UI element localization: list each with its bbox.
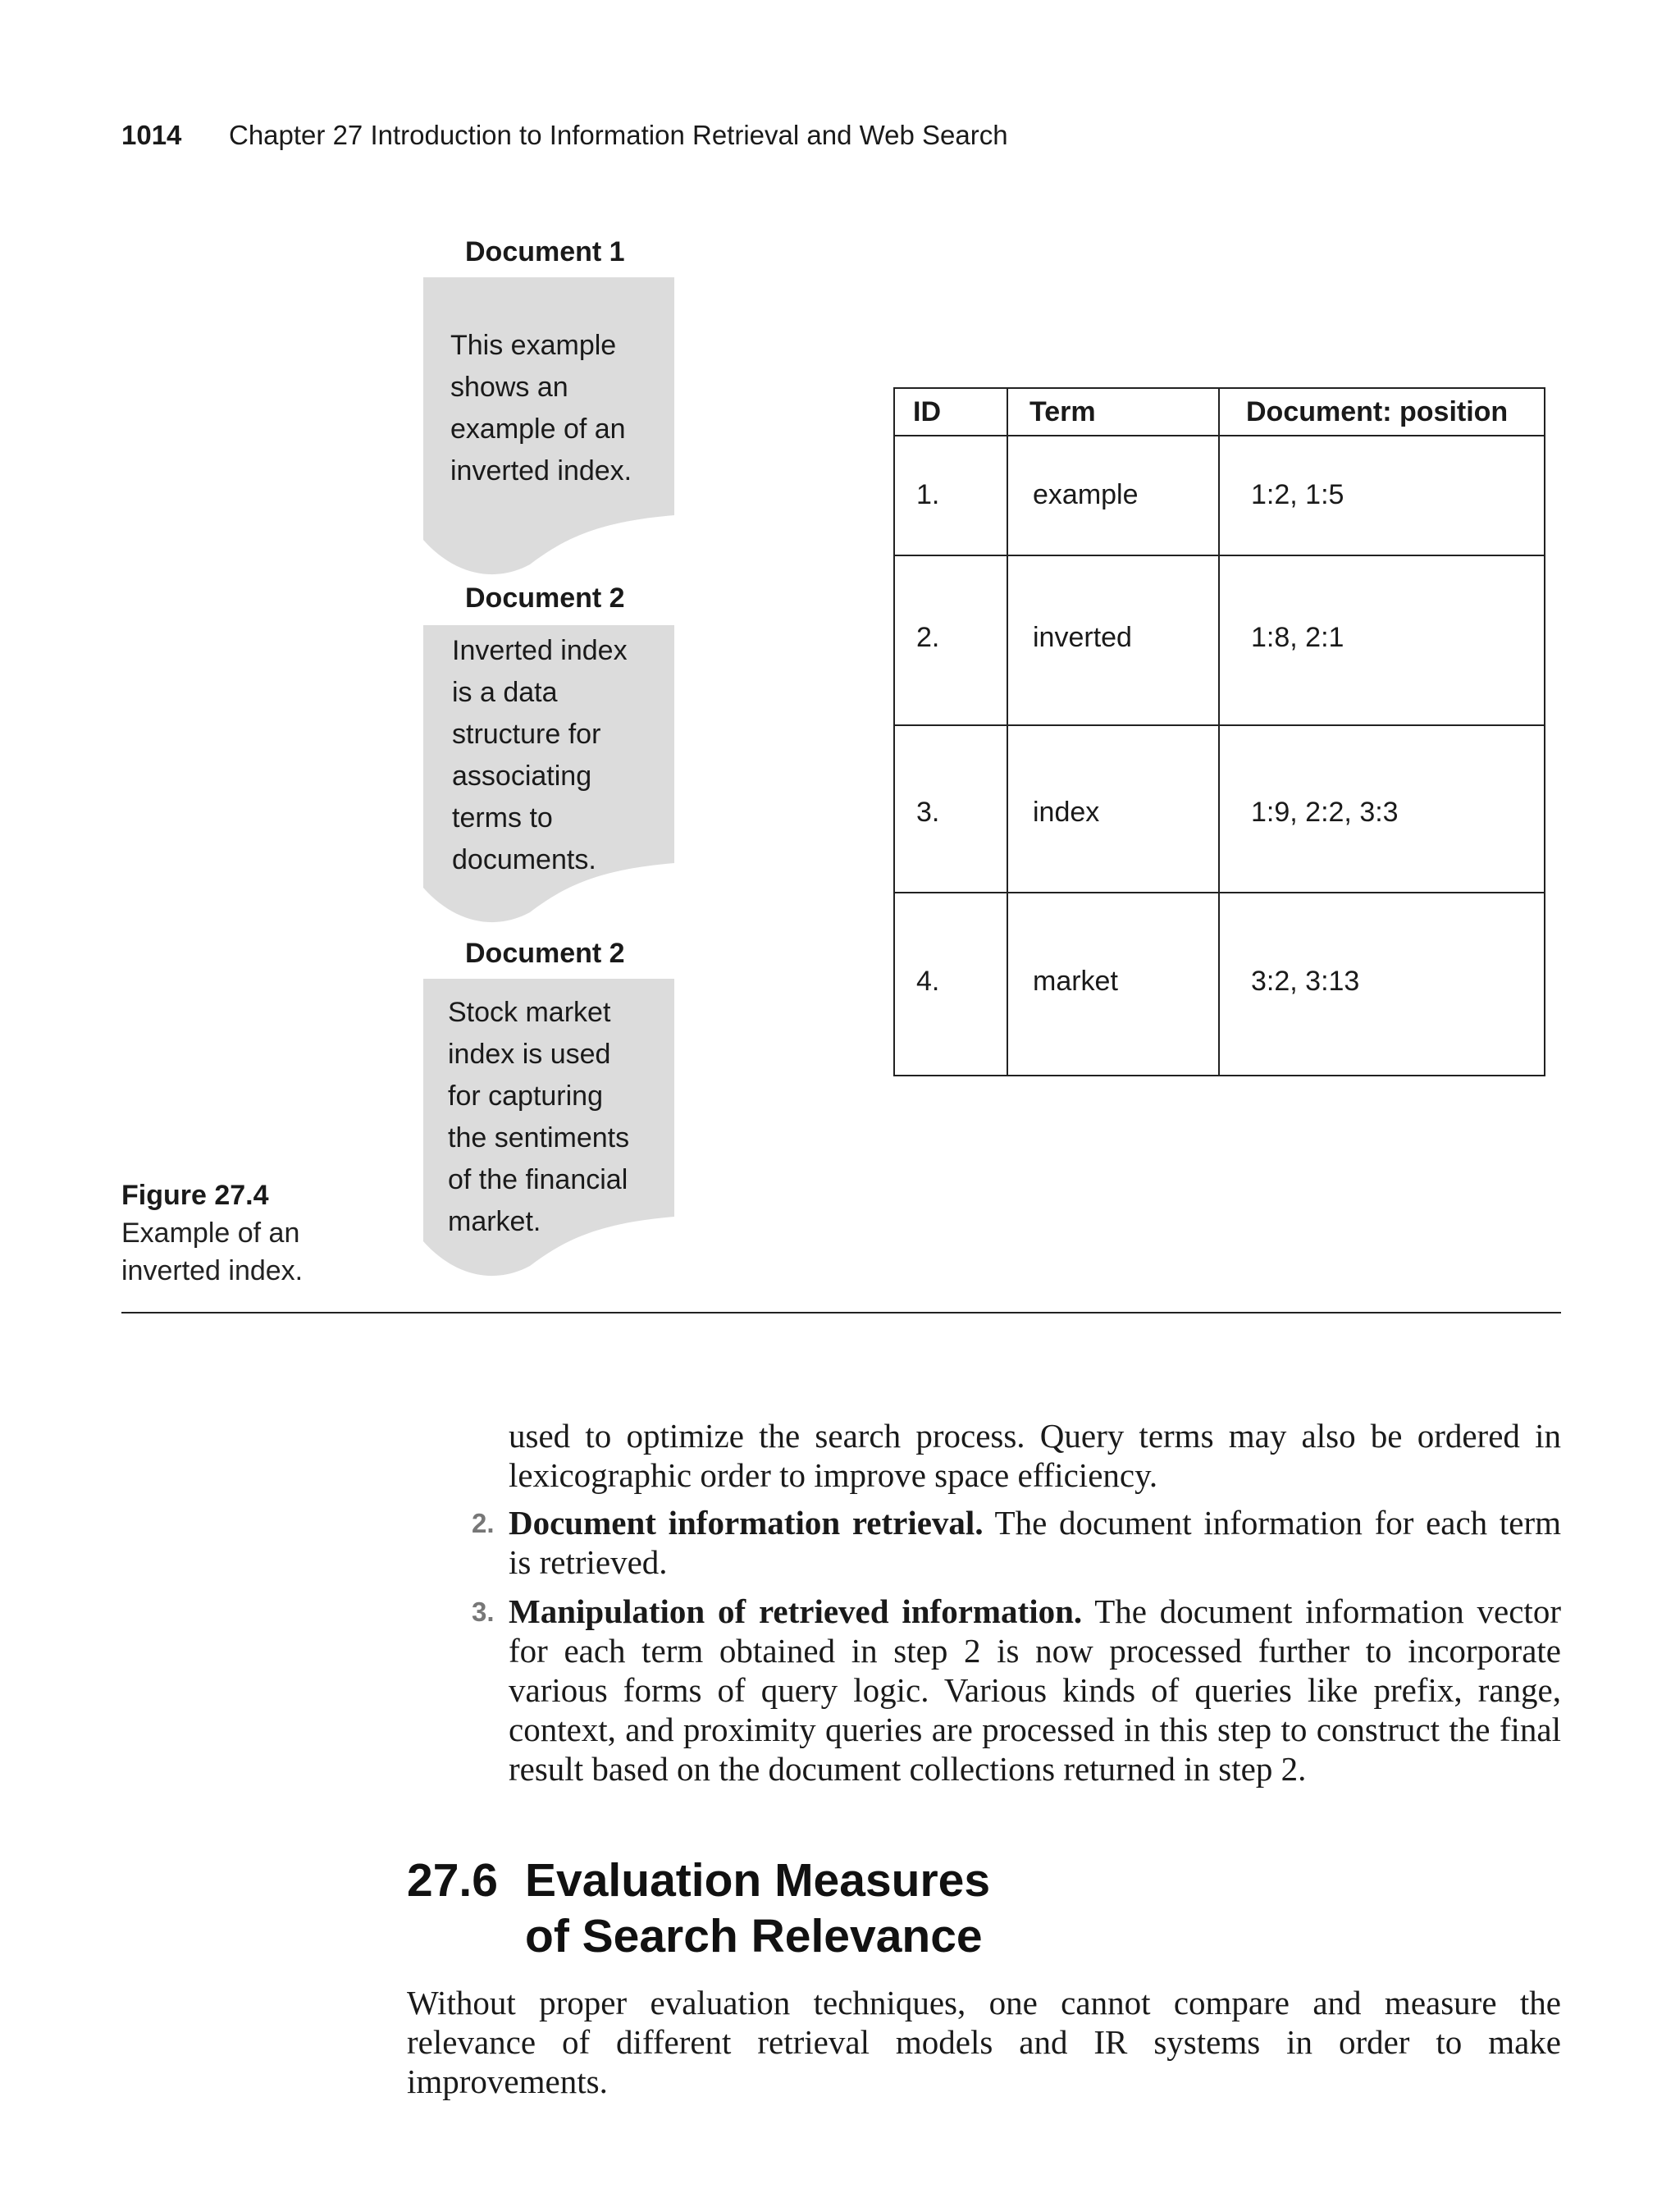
inverted-index-table [893,387,1545,1076]
table-cell: 4. [894,893,1007,1076]
continuation-paragraph: used to optimize the search process. Query terms may also be ordered in lexicographic order to improve space efficiency. [509,1417,1561,1494]
table-cell: market [1007,893,1219,1076]
section-paragraph: Without proper evaluation techniques, one cannot compare and measure the relevance of different retrieval models and IR systems in order to make improvements. [407,1984,1561,2100]
column-header: Document: position [1219,388,1545,436]
table-header-row [894,388,1545,436]
section-heading [407,1853,990,1964]
table-cell: inverted [1007,555,1219,725]
figure-divider [121,1312,1561,1313]
table-row [894,893,1545,1076]
table-cell: 3. [894,725,1007,893]
list-item [509,1592,1561,1789]
list-item [509,1503,1561,1582]
list-number: 3. [472,1597,495,1627]
table-row [894,436,1545,555]
table-cell: index [1007,725,1219,893]
table-cell: example [1007,436,1219,555]
table-cell: 1. [894,436,1007,555]
table-cell: 3:2, 3:13 [1219,893,1545,1076]
document-text: Stock market index is used for capturing the sentiments of the financial market. [448,997,630,1237]
document-title: Document 2 [465,582,625,614]
list-item-lead: Manipulation of retrieved information. [509,1592,1083,1630]
list-number: 2. [472,1508,495,1538]
table-row [894,555,1545,725]
table-cell: 1:8, 2:1 [1219,555,1545,725]
table-row [894,725,1545,893]
table-cell: 2. [894,555,1007,725]
section-title-line2: of Search Relevance [525,1910,983,1962]
list-item-text: The document information for each term is retrieved. [509,1504,1561,1581]
table-cell: 1:9, 2:2, 3:3 [1219,725,1545,893]
document-title: Document 2 [465,938,625,969]
running-title: Chapter 27 Introduction to Information Retrieval and Web Search [229,120,1008,150]
column-header: ID [894,388,1007,436]
figure-label: Figure 27.4 [121,1180,269,1211]
section-number: 27.6 [407,1854,498,1907]
list-item-text: The document information vector for each term obtained in step 2 is now processed further to incorporate various forms of query logic. Various kinds of queries like prefix, range, context, and proximity queries are processed in this step to construct the final result based on the document collections returned in step 2. [509,1592,1561,1788]
document-title: Document 1 [465,236,625,267]
list-item-lead: Document information retrieval. [509,1504,984,1542]
figure-caption: Example of an inverted index. [121,1217,304,1286]
table-cell: 1:2, 1:5 [1219,436,1545,555]
document-text: Inverted index is a data structure for associating terms to documents. [452,635,628,875]
section-title-line1: Evaluation Measures [525,1854,991,1907]
page-number: 1014 [121,120,182,150]
document-text: This example shows an example of an inverted index. [450,330,632,487]
column-header: Term [1007,388,1219,436]
